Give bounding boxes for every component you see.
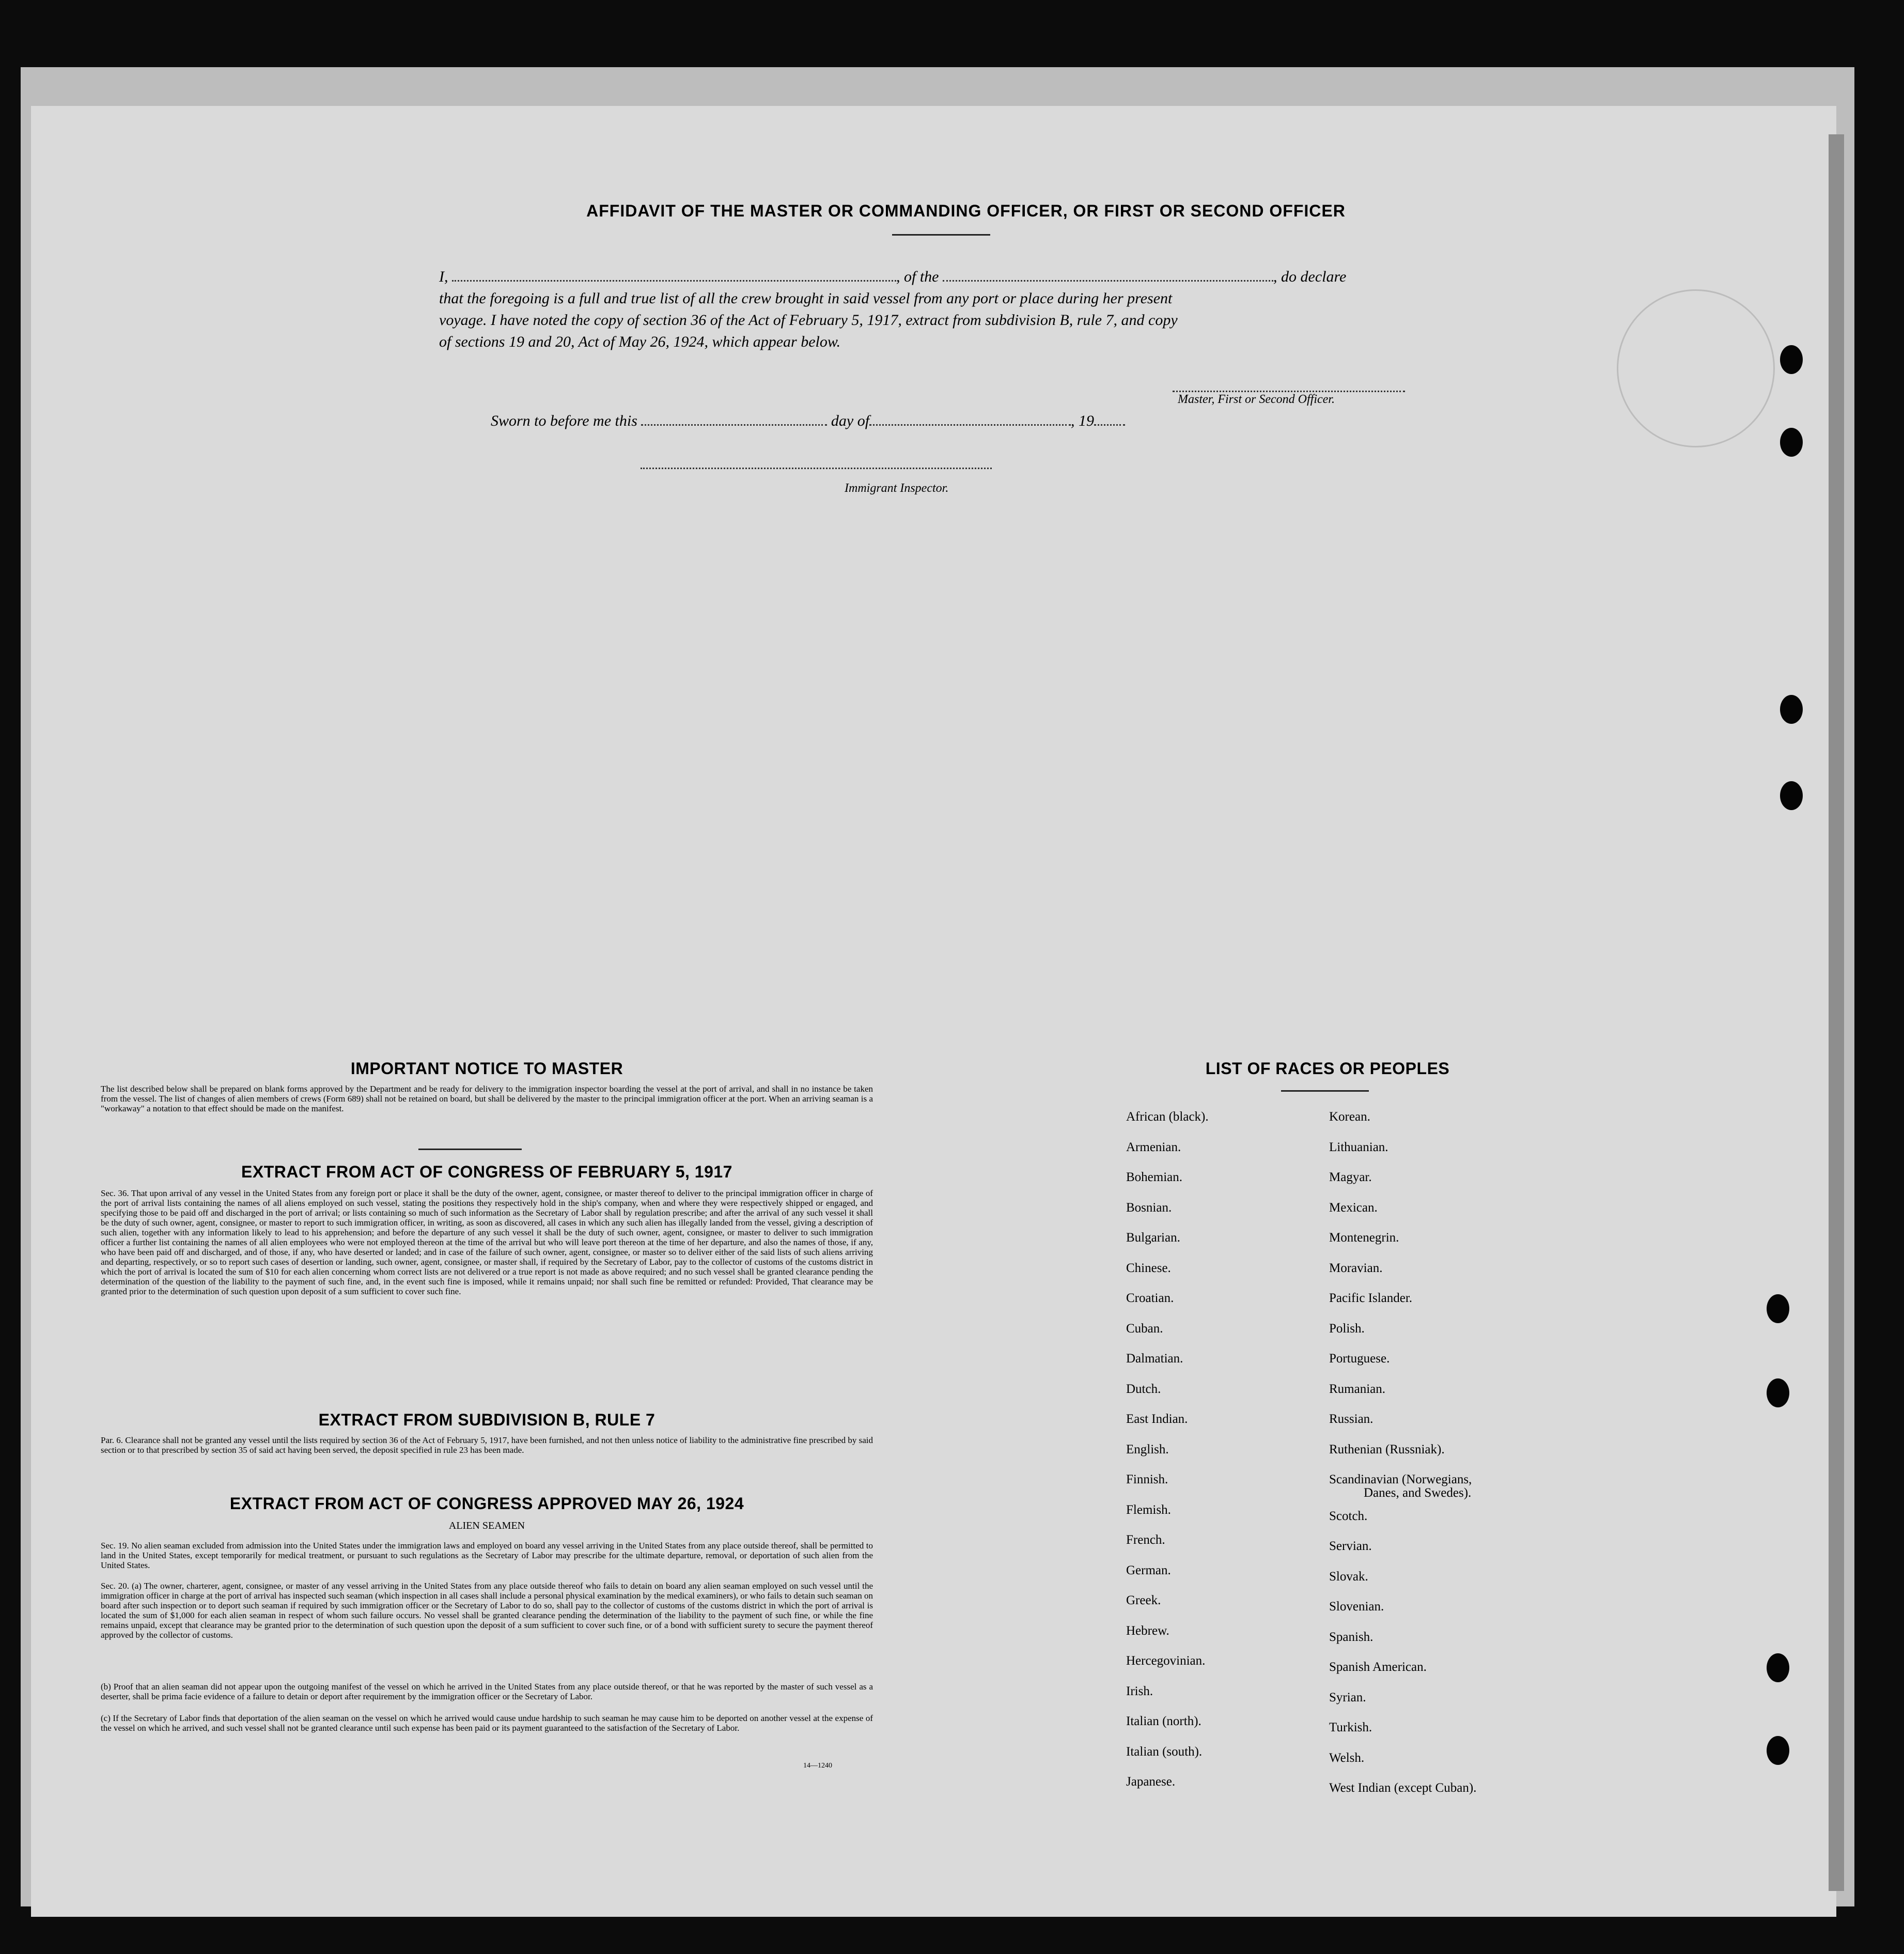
race-item: Moravian. [1329, 1261, 1383, 1275]
race-item: Dalmatian. [1126, 1352, 1183, 1366]
binder-hole [1767, 1294, 1789, 1323]
race-item: Welsh. [1329, 1750, 1365, 1765]
race-item: Scotch. [1329, 1509, 1368, 1523]
race-item: Slovenian. [1329, 1600, 1384, 1614]
affidavit-line-4: of sections 19 and 20, Act of May 26, 1924, which appear below. [439, 333, 841, 350]
extract-1924-sec20b: (b) Proof that an alien seaman did not appear upon the outgoing manifest of the vessel on which he arrived in the United States from any place outside thereof, or that he was reported by the master of such vessel as a deserter, shall be prima facie evidence of a failure to detain or deport after requirement by the immigration officer or the Secretary of Labor. [101, 1682, 873, 1701]
race-item: Portuguese. [1329, 1352, 1390, 1366]
race-item: French. [1126, 1533, 1165, 1547]
race-item: Chinese. [1126, 1261, 1171, 1275]
race-item: Italian (north). [1126, 1714, 1201, 1728]
race-item: Korean. [1329, 1110, 1370, 1124]
page-edge [1829, 134, 1844, 1891]
declarant-label: I, [439, 268, 448, 285]
binder-hole [1767, 1736, 1789, 1765]
race-item: Magyar. [1329, 1170, 1372, 1184]
race-item: Turkish. [1329, 1720, 1372, 1734]
vessel-label: , of the [896, 268, 939, 285]
vessel-name-field[interactable] [943, 280, 1273, 282]
notice-text: The list described below shall be prepared on blank forms approved by the Department and be ready for delivery to the immigration inspector boarding the vessel at the port of arrival, and shall in no instance be taken from the vessel. The list of changes of alien members of crews (Form 689) shall not be retained on board, but shall be delivered by the master to the principal immigration officer at the port. When an arriving seaman is a "workaway" a notation to that effect should be made on the manifest. [101, 1084, 873, 1113]
race-item: Spanish American. [1329, 1660, 1427, 1674]
extract-1917-title: EXTRACT FROM ACT OF CONGRESS OF FEBRUARY 5, 1917 [241, 1162, 732, 1181]
sworn-year-field[interactable] [1094, 424, 1125, 426]
seal-stamp [1617, 289, 1775, 447]
race-item: German. [1126, 1563, 1171, 1577]
extract-rule7-title: EXTRACT FROM SUBDIVISION B, RULE 7 [318, 1410, 656, 1429]
race-item: Croatian. [1126, 1291, 1174, 1305]
race-item: Spanish. [1329, 1630, 1374, 1644]
extract-1924-sec20c: (c) If the Secretary of Labor finds that deportation of the alien seaman on the vessel on which he arrived would cause undue hardship to such seaman he may cause him to be deported on another vessel at the expense of the vessel on which he arrived, and such vessel shall not be granted clearance until such expense has been paid or its payment guaranteed to the satisfaction of the Secretary of Labor. [101, 1713, 873, 1733]
affidavit-line-2: that the foregoing is a full and true list of all the crew brought in said vessel from any port or place during her present [439, 290, 1173, 307]
binder-hole [1767, 1378, 1789, 1407]
affidavit-line-3: voyage. I have noted the copy of section 36 of the Act of February 5, 1917, extract from subdivision B, rule 7, and copy [439, 312, 1178, 329]
race-item: East Indian. [1126, 1412, 1188, 1426]
declare-label: , do declare [1273, 268, 1347, 285]
race-item: Dutch. [1126, 1382, 1161, 1396]
title-rule [892, 234, 990, 236]
race-item: Pacific Islander. [1329, 1291, 1413, 1305]
year-label: , 19 [1071, 412, 1095, 429]
extract-1917-text: Sec. 36. That upon arrival of any vessel in the United States from any foreign port or place it shall be the duty of the owner, agent, consignee, or master thereof to deliver to the principal immigration officer in charge of the port of arrival lists containing the names of all aliens employed on such vessel, stating the positions they respectively hold in the ship's company, when and where they were respectively shipped or engaged, and specifying those to be paid off and discharged in the port of arrival; or lists containing so much of such information as the Secretary of Labor shall by regulation prescribe; and after the arrival of any such vessel it shall be the duty of such owner, agent, consignee, or master to report to such immigration officer, in writing, as soon as discovered, all cases in which any such alien has illegally landed from the vessel, giving a description of such alien, together with any information likely to lead to his apprehension; and before the departure of any such vessel it shall be the duty of such owner, agent, consignee, or master to deliver to such immigration officer a further list containing the names of all alien employees who were not employed thereon at the time of the arrival but who will leave port thereon at the time of her departure, and also the names of those, if any, who have been paid off and discharged, and of those, if any, who have deserted or landed; and in case of the failure of such owner, agent, consignee, or master so to deliver either of the said lists of such aliens arriving and departing, respectively, or so to report such cases of desertion or landing, such owner, agent, consignee, or master shall, if required by the Secretary of Labor, pay to the collector of customs of the customs district in which the port of arrival is located the sum of $10 for each alien concerning whom correct lists are not delivered or a true report is not made as above required; and no such vessel shall be granted clearance pending the determination of the question of the liability to the payment of such fine, and, in the event such fine is imposed, while it remains unpaid; nor shall such fine be remitted or refunded: Provided, That clearance may be granted prior to the determination of such question upon deposit of a sum sufficient to cover such fine. [101, 1188, 873, 1296]
race-item: Italian (south). [1126, 1744, 1203, 1759]
race-item: Servian. [1329, 1539, 1372, 1553]
race-item: Bulgarian. [1126, 1231, 1180, 1245]
document-page [31, 106, 1836, 1917]
sworn-month-field[interactable] [869, 424, 1071, 426]
binder-hole [1780, 345, 1803, 374]
race-item: Syrian. [1329, 1690, 1366, 1704]
affidavit-title: AFFIDAVIT OF THE MASTER OR COMMANDING OFFICER, OR FIRST OR SECOND OFFICER [586, 201, 1346, 220]
race-item: Mexican. [1329, 1200, 1378, 1215]
section-rule [418, 1149, 522, 1150]
extract-rule7-text: Par. 6. Clearance shall not be granted any vessel until the lists required by section 36 of the Act of February 5, 1917, have been furnished, and not then unless notice of liability to the administrative fine prescribed by said section or to that prescribed by section 35 of said act having been served, the deposit specified in rule 23 has been made. [101, 1435, 873, 1455]
binder-hole [1767, 1653, 1789, 1682]
race-item: Montenegrin. [1329, 1231, 1399, 1245]
extract-1924-subtitle: ALIEN SEAMEN [448, 1520, 525, 1531]
form-number: 14—1240 [803, 1762, 832, 1770]
notice-title: IMPORTANT NOTICE TO MASTER [350, 1059, 623, 1078]
race-item: Bosnian. [1126, 1200, 1172, 1215]
race-item: Finnish. [1126, 1472, 1168, 1486]
race-item: Flemish. [1126, 1502, 1171, 1517]
race-item: Irish. [1126, 1684, 1153, 1698]
race-item: Polish. [1329, 1321, 1365, 1336]
race-item: Ruthenian (Russniak). [1329, 1442, 1445, 1456]
race-item: English. [1126, 1442, 1169, 1456]
inspector-signature-line[interactable] [641, 468, 992, 469]
race-item: Hercegovinian. [1126, 1654, 1206, 1668]
master-signature-line[interactable] [1173, 391, 1405, 392]
sworn-label: Sworn to before me this [491, 412, 637, 429]
races-title: LIST OF RACES OR PEOPLES [1205, 1059, 1450, 1078]
race-item: Greek. [1126, 1593, 1161, 1607]
inspector-signature-label: Immigrant Inspector. [845, 482, 949, 495]
extract-1924-sec20a: Sec. 20. (a) The owner, charterer, agent, consignee, or master of any vessel arriving in the United States from any place outside thereof who fails to detain on board any alien seaman employed on such vessel until the immigration officer in charge at the port of arrival has inspected such seaman (which inspection in all cases shall include a personal physical examination by the medical examiners), or who fails to detain such seaman on board after such inspection or to deport such seaman if required by such immigration officer or the Secretary of Labor to do so, shall pay to the collector of customs of the customs district in which the port of arrival is located the sum of $1,000 for each alien seaman in respect of whom such failure occurs. No vessel shall be granted clearance pending the determination of the liability to the payment of such fine, or while the fine remains unpaid, except that clearance may be granted prior to the determination of such question upon the deposit of a sum sufficient to cover such fine, or of a bond with sufficient surety to secure the payment thereof approved by the collector of customs. [101, 1581, 873, 1640]
race-item: Rumanian. [1329, 1382, 1386, 1396]
race-item: Bohemian. [1126, 1170, 1183, 1184]
race-item: Russian. [1329, 1412, 1374, 1426]
binder-hole [1780, 695, 1803, 724]
race-item: Slovak. [1329, 1569, 1368, 1584]
race-item: Lithuanian. [1329, 1140, 1388, 1154]
race-item: Japanese. [1126, 1775, 1176, 1789]
binder-hole [1780, 781, 1803, 810]
extract-1924-sec19: Sec. 19. No alien seaman excluded from admission into the United States under the immigration laws and employed on board any vessel arriving in the United States from any place outside thereof, shall be permitted to land in the United States, except temporarily for medical treatment, or pursuant to such regulations as the Secretary of Labor may prescribe for the ultimate departure, removal, or deportation of such alien from the United States. [101, 1541, 873, 1570]
extract-1924-title: EXTRACT FROM ACT OF CONGRESS APPROVED MAY 26, 1924 [229, 1494, 744, 1513]
races-title-rule [1281, 1090, 1369, 1092]
sworn-day-field[interactable] [641, 424, 827, 426]
master-signature-label: Master, First or Second Officer. [1178, 393, 1335, 406]
sworn-line [491, 410, 1125, 432]
race-item: Armenian. [1126, 1140, 1181, 1154]
affidavit-body [439, 266, 1439, 353]
race-item: Hebrew. [1126, 1623, 1169, 1638]
declarant-name-field[interactable] [452, 280, 896, 282]
race-item: Scandinavian (Norwegians, [1329, 1472, 1472, 1486]
binder-hole [1780, 428, 1803, 457]
day-of-label: day of [831, 412, 870, 429]
race-item: West Indian (except Cuban). [1329, 1781, 1477, 1795]
race-item: Cuban. [1126, 1321, 1163, 1336]
race-item: African (black). [1126, 1110, 1209, 1124]
race-item: Danes, and Swedes). [1364, 1486, 1472, 1500]
